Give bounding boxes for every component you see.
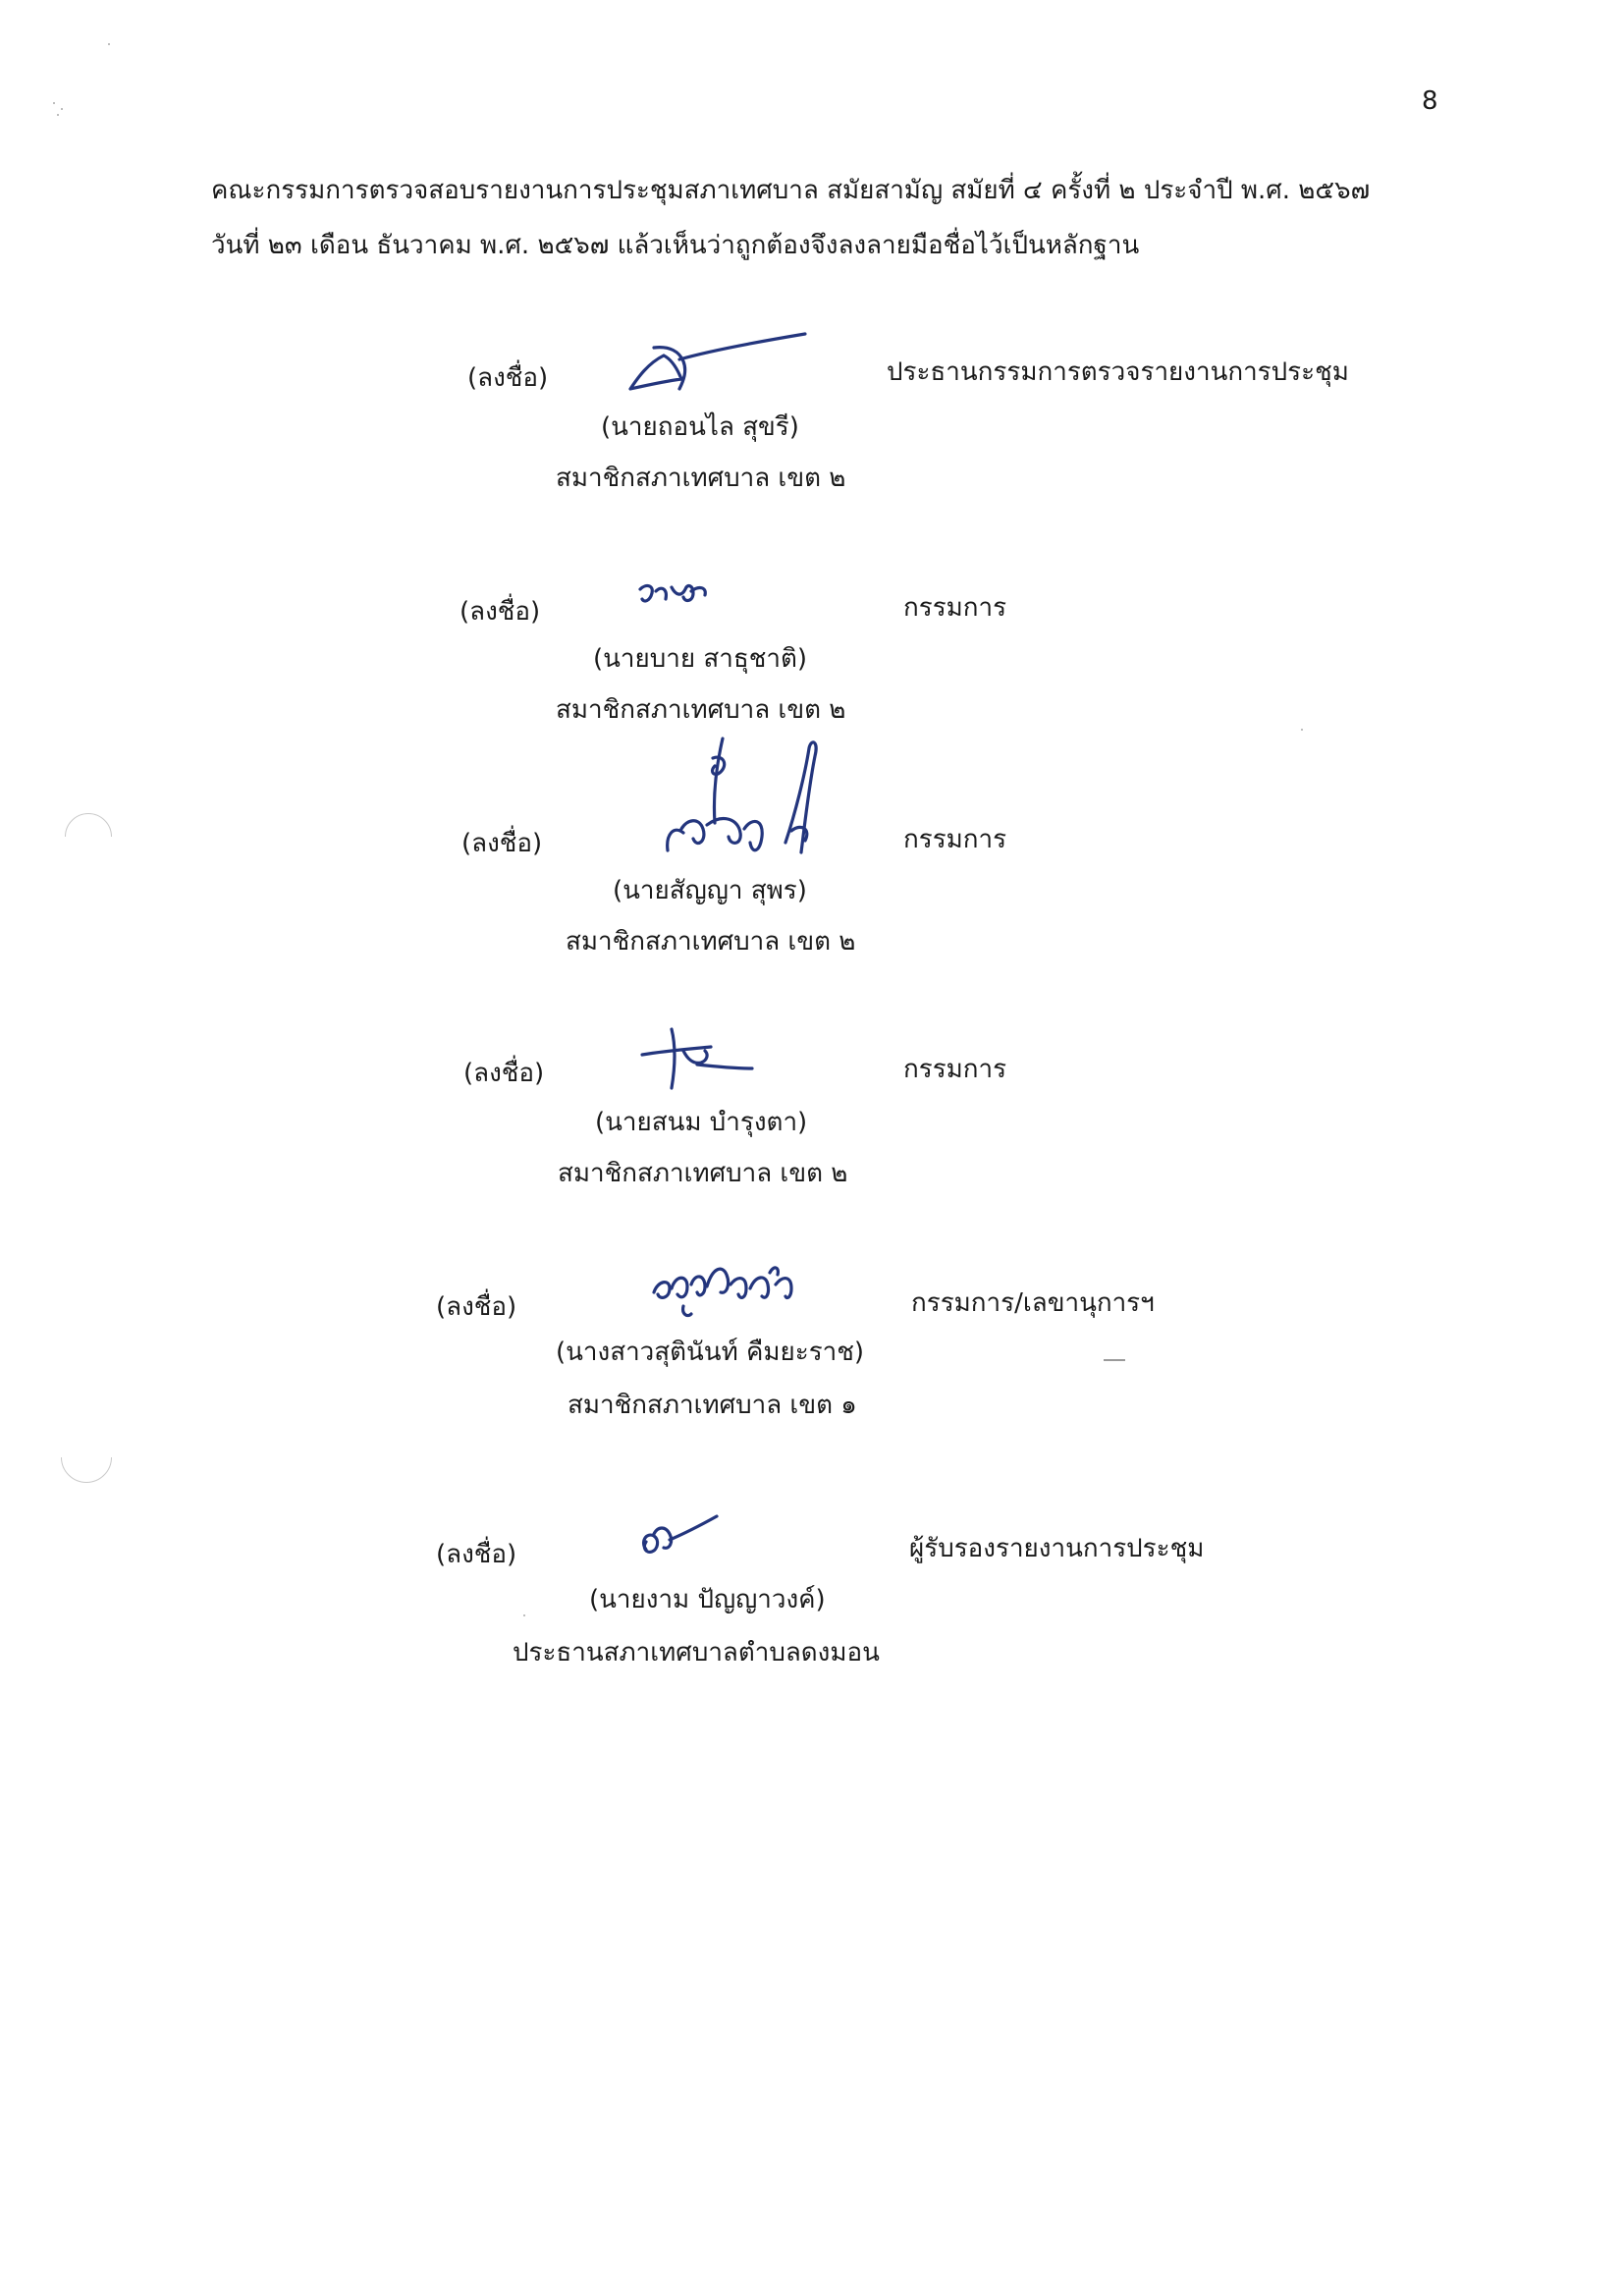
scan-mark <box>1104 1359 1125 1361</box>
signatory-name: (นายงาม ปัญญาวงค์) <box>589 1585 826 1614</box>
signature-image <box>648 1245 805 1324</box>
intro-paragraph <box>211 163 1458 273</box>
sign-label: (ลงชื่อ) <box>460 597 541 627</box>
page-number: 8 <box>1422 86 1438 116</box>
scan-speck <box>108 43 110 45</box>
scan-speck <box>61 108 63 110</box>
signatory-position: สมาชิกสภาเทศบาล เขต ๒ <box>558 1159 848 1188</box>
signature-image <box>619 330 815 399</box>
sign-label: (ลงชื่อ) <box>436 1292 517 1322</box>
signatory-name: (นายสนม บำรุงตา) <box>595 1108 808 1137</box>
signatory-position: สมาชิกสภาเทศบาล เขต ๒ <box>556 464 846 493</box>
punch-hole-top <box>65 813 112 860</box>
signature-image <box>636 579 725 619</box>
signatory-role: ประธานกรรมการตรวจรายงานการประชุม <box>887 357 1349 387</box>
intro-line-2: วันที่ ๒๓ เดือน ธันวาคม พ.ศ. ๒๕๖๗ แล้วเห็นว่าถูกต้องจึงลงลายมือชื่อไว้เป็นหลักฐาน <box>211 231 1140 260</box>
signatory-role: กรรมการ <box>903 1055 1007 1084</box>
signatory-role: กรรมการ <box>903 825 1007 854</box>
sign-label: (ลงชื่อ) <box>467 363 549 393</box>
scan-speck <box>53 102 55 104</box>
signatory-position: สมาชิกสภาเทศบาล เขต ๒ <box>566 927 856 957</box>
signatory-name: (นายสัญญา สุพร) <box>613 876 807 905</box>
signature-image <box>636 1512 725 1561</box>
signatory-position: ประธานสภาเทศบาลตำบลดงมอน <box>513 1638 880 1667</box>
sign-label: (ลงชื่อ) <box>436 1540 517 1569</box>
sign-label: (ลงชื่อ) <box>461 829 543 858</box>
signatory-role: กรรมการ/เลขานุการฯ <box>911 1288 1155 1318</box>
scan-speck <box>1301 729 1303 731</box>
scan-speck <box>523 1614 525 1616</box>
signatory-role: กรรมการ <box>903 593 1007 623</box>
signature-image <box>636 1025 754 1094</box>
signatory-role: ผู้รับรองรายงานการประชุม <box>909 1534 1205 1563</box>
punch-hole-bottom <box>61 1432 112 1483</box>
signatory-position: สมาชิกสภาเทศบาล เขต ๒ <box>556 695 846 725</box>
signatory-position: สมาชิกสภาเทศบาล เขต ๑ <box>568 1391 857 1420</box>
sign-label: (ลงชื่อ) <box>463 1059 545 1088</box>
signatory-name: (นายถอนไล สุขรี) <box>601 412 799 442</box>
signature-image <box>658 735 835 862</box>
scan-speck <box>57 114 59 116</box>
intro-line-1: คณะกรรมการตรวจสอบรายงานการประชุมสภาเทศบาล สมัยสามัญ สมัยที่ ๔ ครั้งที่ ๒ ประจำปี พ.ศ. ๒๕๖๗ <box>211 176 1371 205</box>
signatory-name: (นางสาวสุตินันท์ คืมยะราช) <box>556 1338 865 1367</box>
signatory-name: (นายบาย สาธุชาติ) <box>593 644 807 674</box>
